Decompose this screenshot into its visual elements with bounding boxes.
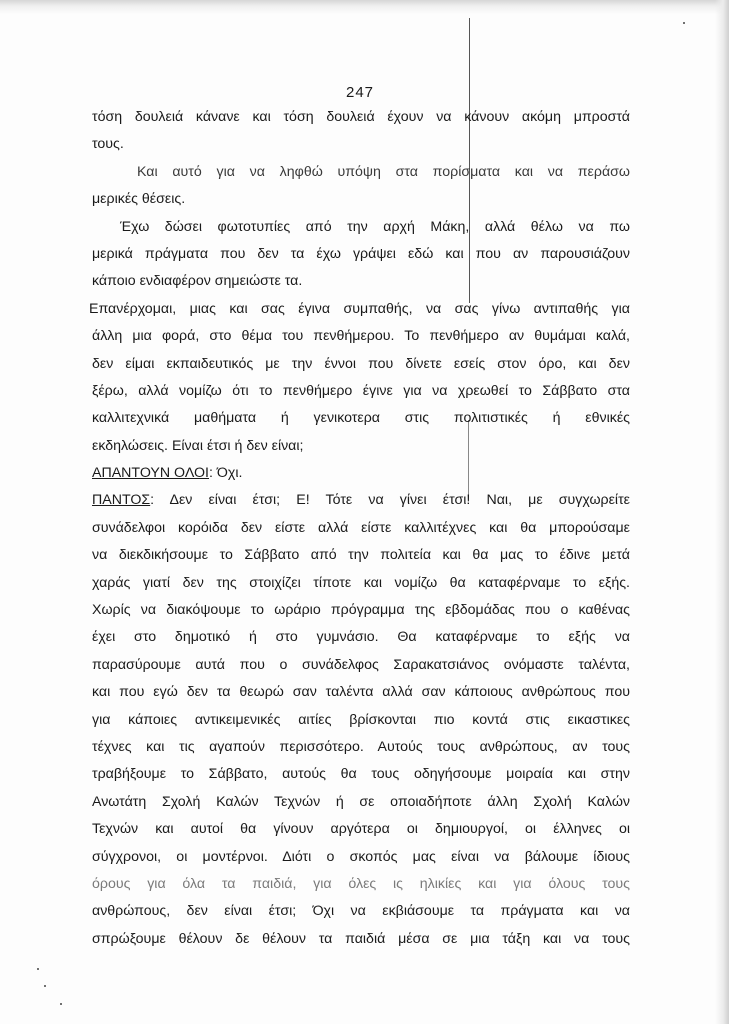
scan-edge-top	[0, 0, 729, 14]
text-line: χαράς γιατί δεν της στοιχίζει τίποτε και νομίζω θα καταφέρναμε το εξής.	[92, 574, 630, 591]
text-line: να διεκδικήσουμε το Σάββατο από την πολιτεία και θα μας το έδινε μετά	[92, 547, 630, 564]
text-line: μερικά πράγματα που δεν τα έχω γράψει εδώ και που αν παρουσιάζουν	[92, 245, 630, 262]
dialogue-text: : Δεν είναι έτσι; Ε! Τότε να γίνει έτσι! Ναι, με συγχωρείτε	[150, 492, 630, 509]
text-line: Έχω δώσει φωτοτυπίες από την αρχή Μάκη, αλλά θέλω να πω	[120, 218, 630, 235]
text-line: τόση δουλειά κάνανε και τόση δουλειά έχουν να κάνουν ακόμη μπροστά	[92, 109, 630, 125]
scan-speck	[683, 22, 685, 24]
speaker-label: ΠΑΝΤΟΣ	[92, 492, 151, 509]
text-line: καλλιτεχνικά μαθήματα ή γενικοτερα στις πολιτιστικές ή εθνικές	[92, 410, 630, 427]
page-body	[89, 104, 630, 953]
dialogue-text: : Όχι.	[209, 465, 243, 482]
dialogue-line	[92, 487, 630, 514]
text-line: συνάδελφοι κορόιδα δεν είστε αλλά είστε καλλιτέχνες και θα μπορούσαμε	[92, 519, 630, 536]
text-line: σπρώξουμε θέλουν δε θέλουν τα παιδιά μέσα σε μια τάξη και να τους	[92, 930, 630, 947]
text-line: κάποιο ενδιαφέρον σημειώστε τα.	[92, 273, 303, 290]
dialogue-line	[92, 460, 630, 487]
text-line: και που εγώ δεν τα θεωρώ σαν ταλέντα αλλά σαν κάποιους ανθρώπους που	[92, 684, 630, 701]
scan-speck	[60, 1003, 62, 1005]
page-number: 247	[345, 84, 375, 101]
text-line: τραβήξουμε το Σάββατο, αυτούς θα τους οδηγήσουμε μοιραία και στην	[92, 766, 630, 783]
speaker-label: ΑΠΑΝΤΟΥΝ ΟΛΟΙ	[92, 465, 209, 482]
text-line: για κάποιες αντικειμενικές αιτίες βρίσκονται πιο κοντά στις εικαστικες	[92, 711, 630, 728]
scan-speck	[37, 968, 39, 970]
text-line: τους.	[92, 136, 124, 153]
text-line: Χωρίς να διακόψουμε το ωράριο πρόγραμμα της εβδομάδας που ο καθένας	[92, 602, 630, 619]
text-line: Τεχνών και αυτοί θα γίνουν αργότερα οι δημιουργοί, οι έλληνες οι	[92, 821, 630, 838]
text-line: Και αυτό για να ληφθώ υπόψη στα πορίσματα και να περάσω	[137, 163, 630, 180]
scan-speck	[44, 985, 46, 987]
text-line: ξέρω, αλλά νομίζω ότι το πενθήμερο έγινε για να χρεωθεί το Σάββατο στα	[92, 382, 630, 399]
text-line: εκδηλώσεις. Είναι έτσι ή δεν είναι;	[92, 437, 304, 454]
text-line: Ανωτάτη Σχολή Καλών Τεχνών ή σε οποιαδήποτε άλλη Σχολή Καλών	[92, 793, 630, 810]
text-line: τέχνες και τις αγαπούν περισσότερο. Αυτούς τους ανθρώπους, αν τους	[92, 738, 630, 755]
text-line: έχει στο δημοτικό ή στο γυμνάσιο. Θα καταφέρναμε το εξής να	[92, 629, 630, 646]
text-line: ανθρώπους, δεν είναι έτσι; Όχι να εκβιάσουμε τα πράγματα και να	[92, 903, 630, 920]
text-line: παρασύρουμε αυτά που ο συνάδελφος Σαρακατσιάνος ονόμαστε ταλέντα,	[92, 656, 630, 673]
text-line: άλλη μια φορά, στο θέμα του πενθήμερου. Το πενθήμερο αν θυμάμαι καλά,	[92, 328, 630, 345]
scan-edge-right	[715, 0, 729, 1024]
text-line: δεν είμαι εκπαιδευτικός με την έννοι που δίνετε εσείς στον όρο, και δεν	[92, 355, 630, 372]
text-line: όρους για όλα τα παιδιά, για όλες ις ηλικίες και για όλους τους	[92, 875, 630, 892]
text-line: Επανέρχομαι, μιας και σας έγινα συμπαθής, να σας γίνω αντιπαθής για	[89, 300, 630, 317]
text-line: σύγχρονοι, οι μοντέρνοι. Διότι ο σκοπός μας είναι να βάλουμε ίδιους	[92, 848, 630, 865]
text-line: μερικές θέσεις.	[92, 191, 186, 208]
